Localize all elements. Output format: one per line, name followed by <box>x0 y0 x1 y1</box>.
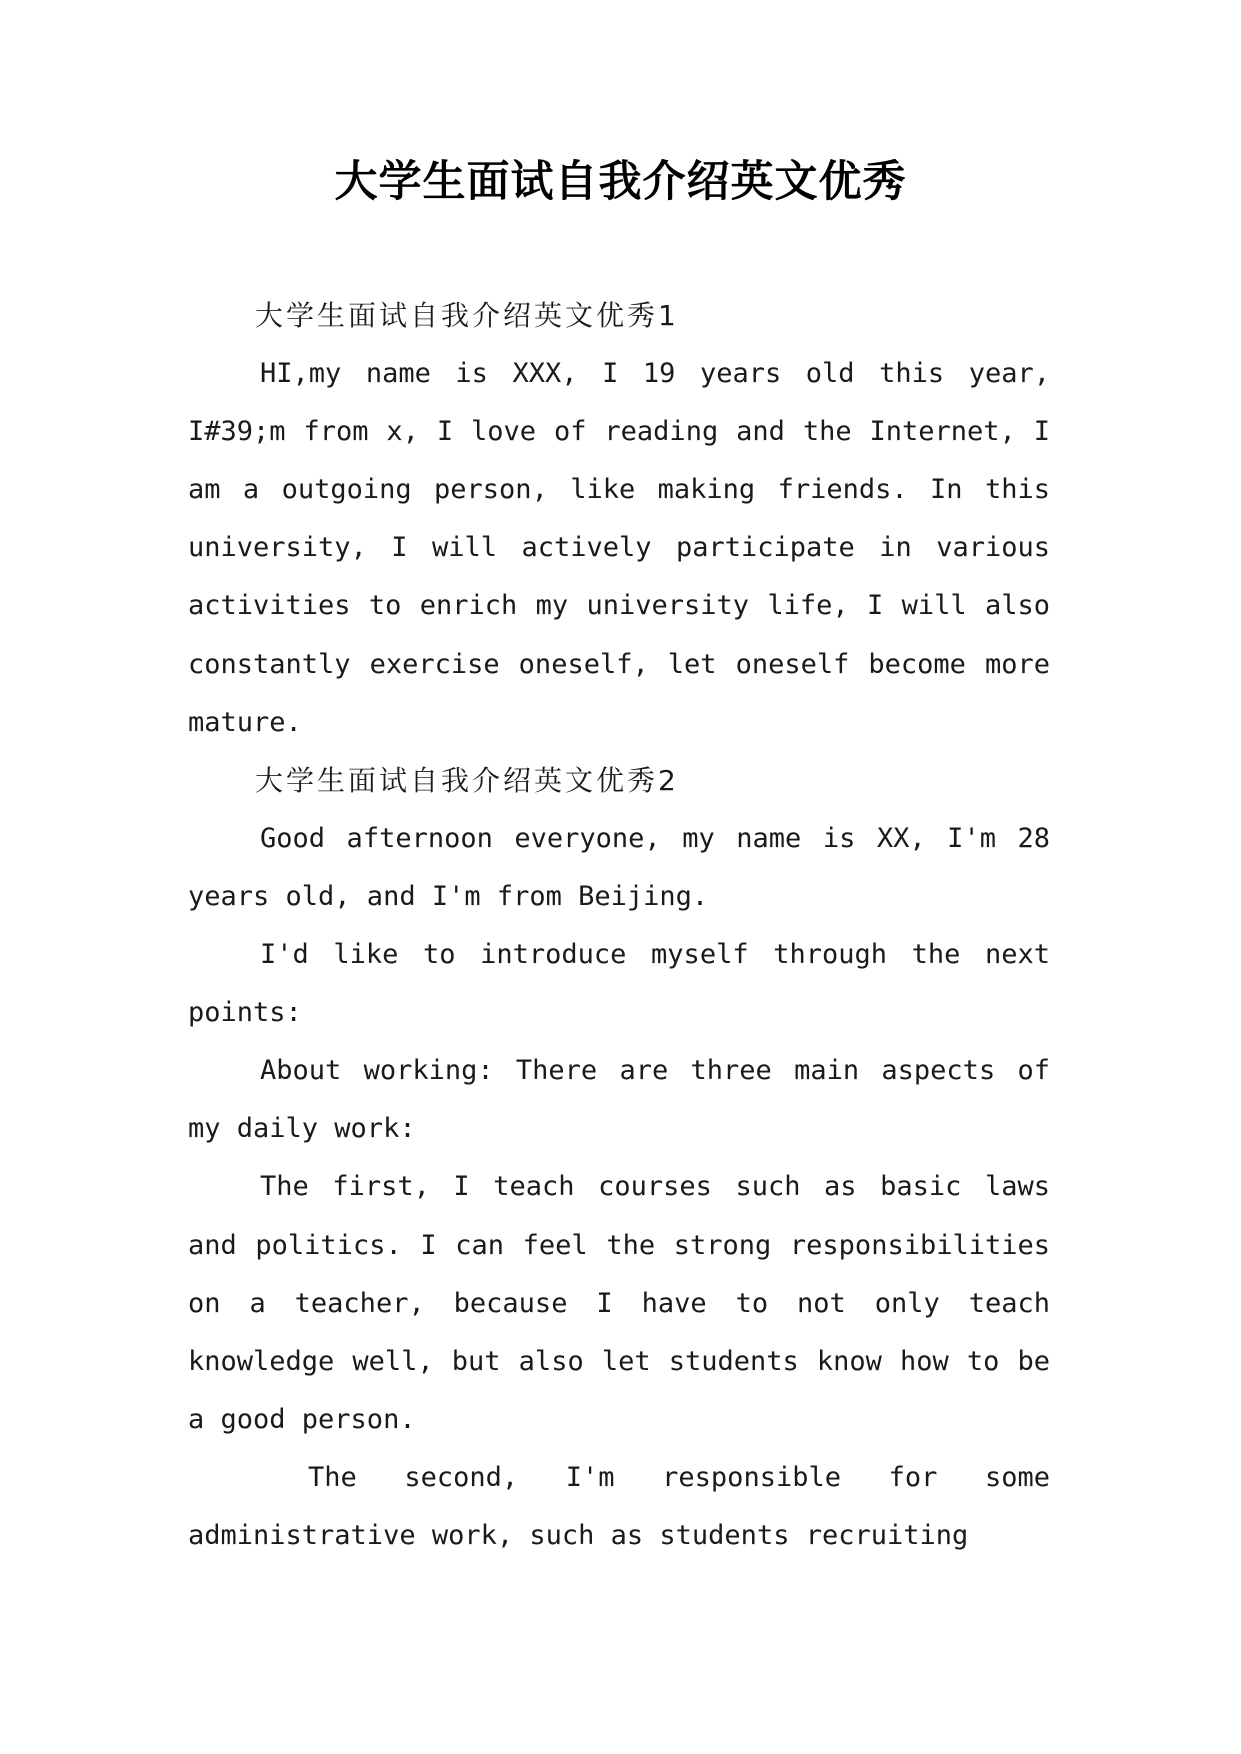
section-heading: 大学生面试自我介绍英文优秀2 <box>255 763 679 797</box>
body-paragraph: About working: There are three main aspects of my daily work: <box>188 1055 1050 1145</box>
document-title: 大学生面试自我介绍英文优秀 <box>334 157 907 207</box>
section-heading: 大学生面试自我介绍英文优秀1 <box>255 299 679 332</box>
body-paragraph: Good afternoon everyone, my name is XX, I'm 28 years old, and I'm from Beijing. <box>188 822 1050 912</box>
body-paragraph: HI,my name is XXX, I 19 years old this year, I#39;m from x, I love of reading and the Internet, I am a outgoing person, like making friends. In this university, I will actively participate in various activities to enrich my university life, I will also constantly exercise oneself, let oneself become more mature. <box>188 358 1050 738</box>
document-body <box>188 287 1050 1565</box>
body-paragraph: I'd like to introduce myself through the next points: <box>188 939 1050 1029</box>
body-paragraph: The second, I'm responsible for some administrative work, such as students recruiting <box>188 1461 1050 1551</box>
body-paragraph: The first, I teach courses such as basic laws and politics. I can feel the strong responsibilities on a teacher, because I have to not only teach knowledge well, but also let students know how to be a good person. <box>188 1171 1050 1435</box>
